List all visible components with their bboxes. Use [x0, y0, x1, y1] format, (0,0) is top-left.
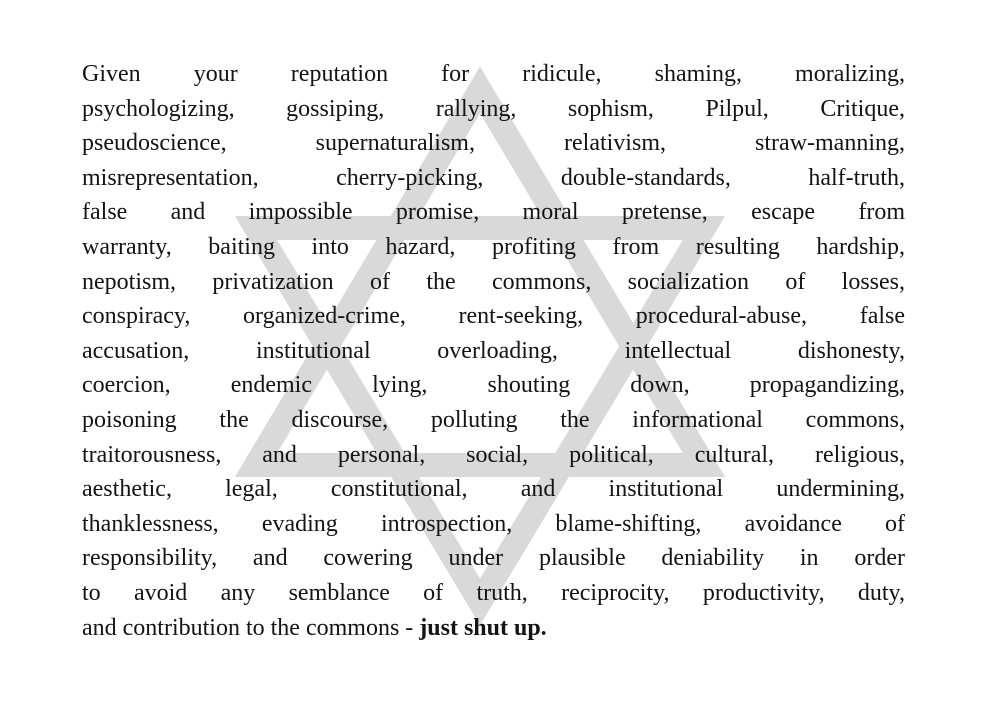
paragraph-line — [82, 507, 905, 542]
paragraph-line — [82, 472, 905, 507]
paragraph-line — [82, 576, 905, 611]
body-text-segment: poisoning the discourse, polluting the informational commons, — [82, 406, 905, 433]
bold-emphasis-text: just shut up. — [419, 614, 547, 641]
body-text-segment: nepotism, privatization of the commons, socialization of losses, — [82, 268, 905, 295]
body-text-segment: psychologizing, gossiping, rallying, sophism, Pilpul, Critique, — [82, 95, 905, 122]
body-text-segment: conspiracy, organized-crime, rent-seeking, procedural-abuse, false — [82, 303, 905, 330]
body-text-segment: coercion, endemic lying, shouting down, propagandizing, — [82, 372, 905, 399]
paragraph-line — [82, 195, 905, 230]
body-text-segment: and contribution to the commons - — [82, 614, 420, 641]
body-text-segment: misrepresentation, cherry-picking, double-standards, half-truth, — [82, 164, 905, 191]
paragraph-line — [82, 92, 905, 127]
paragraph-line — [82, 403, 905, 438]
paragraph-line — [82, 161, 905, 196]
body-text-segment: responsibility, and cowering under plausible deniability in order — [82, 545, 905, 572]
paragraph-line — [82, 265, 905, 300]
body-text-segment: false and impossible promise, moral pretense, escape from — [82, 199, 905, 226]
body-text-segment: traitorousness, and personal, social, political, cultural, religious, — [82, 441, 905, 468]
paragraph-line — [82, 611, 905, 646]
paragraph-line — [82, 334, 905, 369]
paragraph-line — [82, 299, 905, 334]
body-text-segment: accusation, institutional overloading, intellectual dishonesty, — [82, 337, 905, 364]
paragraph-line — [82, 541, 905, 576]
paragraph-line — [82, 230, 905, 265]
paragraph — [82, 57, 905, 645]
body-text-segment: Given your reputation for ridicule, shaming, moralizing, — [82, 61, 905, 87]
paragraph-line — [82, 438, 905, 473]
paragraph-line — [82, 126, 905, 161]
paragraph-line — [82, 57, 905, 92]
paragraph-line — [82, 368, 905, 403]
body-text-segment: aesthetic, legal, constitutional, and institutional undermining, — [82, 476, 905, 503]
body-text-segment: warranty, baiting into hazard, profiting from resulting hardship, — [82, 233, 905, 260]
body-text-segment: thanklessness, evading introspection, blame-shifting, avoidance of — [82, 510, 905, 537]
body-text-segment: pseudoscience, supernaturalism, relativism, straw-manning, — [82, 130, 905, 157]
body-text-segment: to avoid any semblance of truth, reciprocity, productivity, duty, — [82, 579, 905, 606]
